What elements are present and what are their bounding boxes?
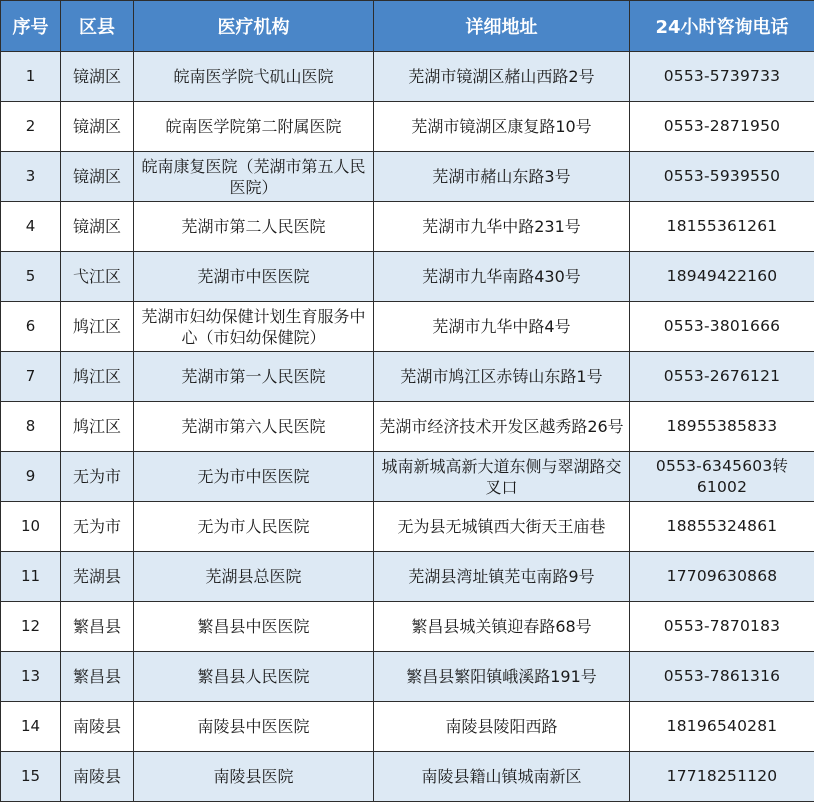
table-row xyxy=(1,752,814,802)
cell-serial: 12 xyxy=(1,602,61,652)
cell-phone: 18855324861 xyxy=(630,502,814,552)
cell-phone: 0553-2871950 xyxy=(630,102,814,152)
cell-institution: 芜湖市中医医院 xyxy=(134,252,374,302)
cell-address: 芜湖市鸠江区赤铸山东路1号 xyxy=(374,352,630,402)
cell-institution: 繁昌县中医医院 xyxy=(134,602,374,652)
cell-serial: 13 xyxy=(1,652,61,702)
cell-institution: 芜湖市妇幼保健计划生育服务中心（市妇幼保健院） xyxy=(134,302,374,352)
cell-serial: 3 xyxy=(1,152,61,202)
header-district: 区县 xyxy=(61,1,134,52)
header-phone: 24小时咨询电话 xyxy=(630,1,814,52)
cell-phone: 0553-6345603转61002 xyxy=(630,452,814,502)
table-row xyxy=(1,52,814,102)
cell-institution: 南陵县医院 xyxy=(134,752,374,802)
cell-district: 鸠江区 xyxy=(61,302,134,352)
table-row xyxy=(1,302,814,352)
header-institution: 医疗机构 xyxy=(134,1,374,52)
cell-district: 无为市 xyxy=(61,502,134,552)
cell-district: 繁昌县 xyxy=(61,602,134,652)
cell-phone: 18155361261 xyxy=(630,202,814,252)
cell-district: 镜湖区 xyxy=(61,202,134,252)
cell-institution: 皖南医学院第二附属医院 xyxy=(134,102,374,152)
cell-phone: 17709630868 xyxy=(630,552,814,602)
cell-address: 南陵县籍山镇城南新区 xyxy=(374,752,630,802)
cell-address: 无为县无城镇西大街天王庙巷 xyxy=(374,502,630,552)
cell-district: 芜湖县 xyxy=(61,552,134,602)
cell-phone: 0553-3801666 xyxy=(630,302,814,352)
cell-phone: 18949422160 xyxy=(630,252,814,302)
cell-institution: 芜湖市第六人民医院 xyxy=(134,402,374,452)
cell-address: 芜湖市镜湖区康复路10号 xyxy=(374,102,630,152)
header-serial: 序号 xyxy=(1,1,61,52)
cell-institution: 芜湖县总医院 xyxy=(134,552,374,602)
cell-address: 芜湖市九华中路231号 xyxy=(374,202,630,252)
cell-institution: 芜湖市第二人民医院 xyxy=(134,202,374,252)
cell-institution: 皖南医学院弋矶山医院 xyxy=(134,52,374,102)
table-row xyxy=(1,702,814,752)
cell-institution: 繁昌县人民医院 xyxy=(134,652,374,702)
cell-address: 芜湖市九华中路4号 xyxy=(374,302,630,352)
cell-district: 鸠江区 xyxy=(61,402,134,452)
cell-phone: 0553-7861316 xyxy=(630,652,814,702)
table-row xyxy=(1,602,814,652)
cell-district: 镜湖区 xyxy=(61,52,134,102)
cell-address: 芜湖市经济技术开发区越秀路26号 xyxy=(374,402,630,452)
cell-phone: 0553-2676121 xyxy=(630,352,814,402)
cell-district: 镜湖区 xyxy=(61,152,134,202)
cell-district: 鸠江区 xyxy=(61,352,134,402)
cell-serial: 8 xyxy=(1,402,61,452)
cell-phone: 17718251120 xyxy=(630,752,814,802)
cell-address: 繁昌县繁阳镇峨溪路191号 xyxy=(374,652,630,702)
table-row xyxy=(1,652,814,702)
cell-phone: 0553-5739733 xyxy=(630,52,814,102)
cell-district: 南陵县 xyxy=(61,702,134,752)
table-row xyxy=(1,102,814,152)
cell-district: 弋江区 xyxy=(61,252,134,302)
table-row xyxy=(1,552,814,602)
table-row xyxy=(1,152,814,202)
cell-serial: 9 xyxy=(1,452,61,502)
cell-serial: 11 xyxy=(1,552,61,602)
cell-serial: 2 xyxy=(1,102,61,152)
cell-serial: 5 xyxy=(1,252,61,302)
cell-phone: 18955385833 xyxy=(630,402,814,452)
cell-serial: 6 xyxy=(1,302,61,352)
table-body xyxy=(1,52,814,802)
table-row xyxy=(1,502,814,552)
cell-address: 繁昌县城关镇迎春路68号 xyxy=(374,602,630,652)
cell-phone: 0553-5939550 xyxy=(630,152,814,202)
cell-phone: 0553-7870183 xyxy=(630,602,814,652)
cell-institution: 皖南康复医院（芜湖市第五人民医院） xyxy=(134,152,374,202)
cell-address: 芜湖市赭山东路3号 xyxy=(374,152,630,202)
cell-institution: 南陵县中医医院 xyxy=(134,702,374,752)
cell-serial: 15 xyxy=(1,752,61,802)
cell-institution: 无为市中医医院 xyxy=(134,452,374,502)
cell-address: 南陵县陵阳西路 xyxy=(374,702,630,752)
cell-address: 芜湖市镜湖区赭山西路2号 xyxy=(374,52,630,102)
table-row xyxy=(1,352,814,402)
cell-serial: 4 xyxy=(1,202,61,252)
cell-district: 繁昌县 xyxy=(61,652,134,702)
table-row xyxy=(1,402,814,452)
cell-district: 无为市 xyxy=(61,452,134,502)
cell-institution: 无为市人民医院 xyxy=(134,502,374,552)
cell-institution: 芜湖市第一人民医院 xyxy=(134,352,374,402)
cell-district: 镜湖区 xyxy=(61,102,134,152)
cell-serial: 10 xyxy=(1,502,61,552)
cell-serial: 1 xyxy=(1,52,61,102)
cell-address: 城南新城高新大道东侧与翠湖路交叉口 xyxy=(374,452,630,502)
cell-phone: 18196540281 xyxy=(630,702,814,752)
cell-address: 芜湖市九华南路430号 xyxy=(374,252,630,302)
table-row xyxy=(1,252,814,302)
table-row xyxy=(1,452,814,502)
table-row xyxy=(1,202,814,252)
table-header-row xyxy=(1,1,814,52)
cell-district: 南陵县 xyxy=(61,752,134,802)
cell-address: 芜湖县湾址镇芜屯南路9号 xyxy=(374,552,630,602)
cell-serial: 14 xyxy=(1,702,61,752)
cell-serial: 7 xyxy=(1,352,61,402)
header-address: 详细地址 xyxy=(374,1,630,52)
